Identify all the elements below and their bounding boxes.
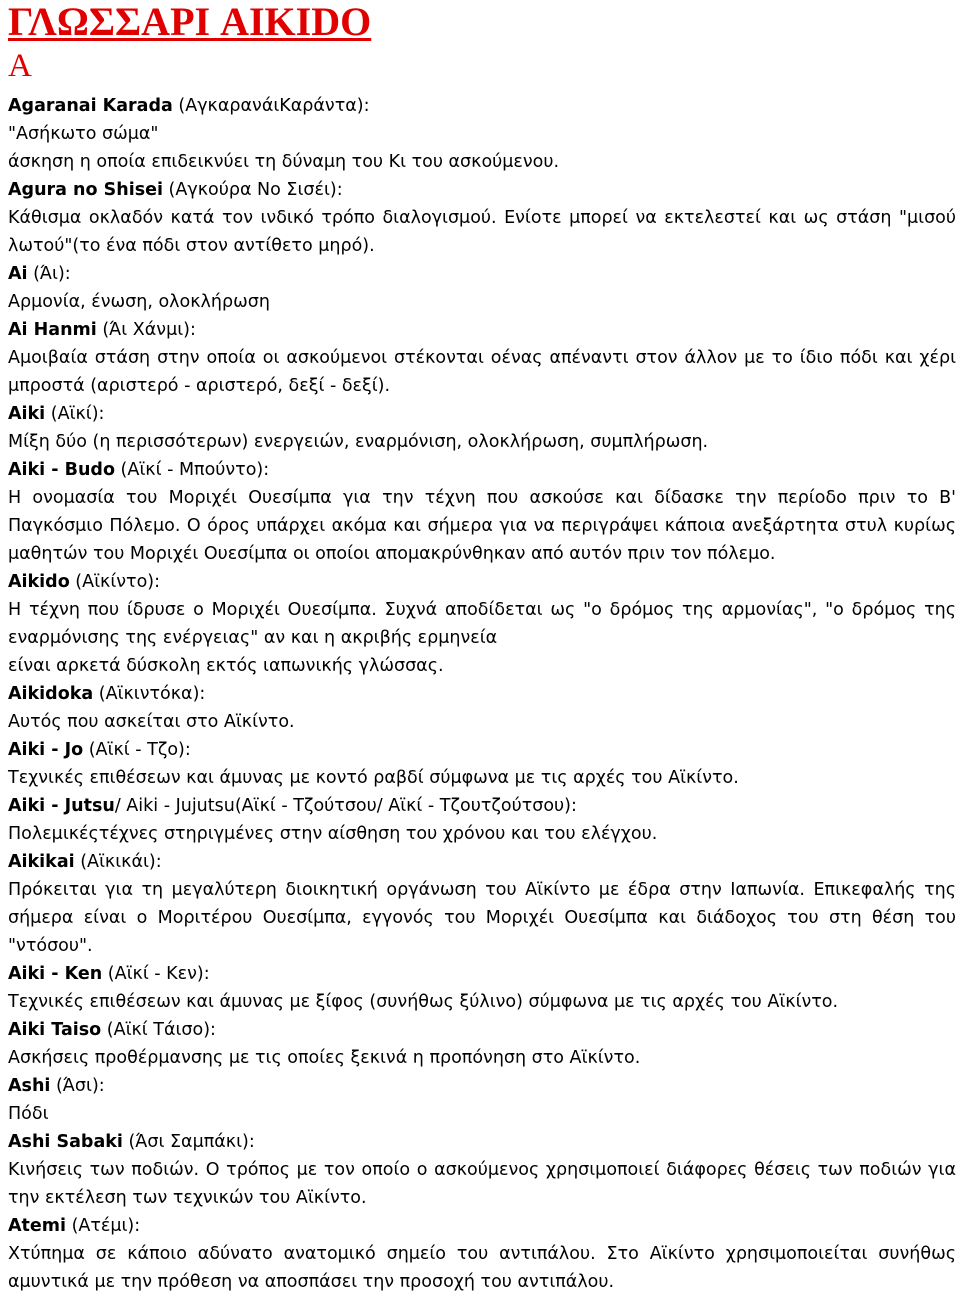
entry-heading <box>8 1072 956 1100</box>
entry-definition: Κάθισμα οκλαδόν κατά τον ινδικό τρόπο διαλογισμού. Ενίοτε μπορεί να εκτελεστεί και ως στάση "μισού λωτού"(το ένα πόδι στον αντίθετο μηρό). <box>8 208 956 256</box>
entry-term: Aiki - Budo <box>8 460 115 480</box>
entry-heading <box>8 792 956 820</box>
glossary-entry <box>8 736 956 792</box>
entry-definition: Η τέχνη που ίδρυσε ο Μοριχέι Ουεσίμπα. Συχνά αποδίδεται ως "ο δρόμος της αρμονίας", "ο δρόμος της εναρμόνισης της ενέργειας" αν και η ακριβής ερμηνεία <box>8 600 956 648</box>
entry-transliteration: (Αϊκίντο): <box>69 572 160 592</box>
entry-term: Ai Hanmi <box>8 320 97 340</box>
entry-heading <box>8 1128 956 1156</box>
glossary-entry <box>8 456 956 568</box>
entry-term: Aiki - Jutsu <box>8 796 115 816</box>
entry-transliteration: (Αϊκί - Τζο): <box>83 740 191 760</box>
glossary-entry <box>8 260 956 316</box>
entry-heading <box>8 736 956 764</box>
entry-transliteration: (Αϊκικάι): <box>74 852 162 872</box>
entry-transliteration: (Αϊκιντόκα): <box>93 684 206 704</box>
entry-term: Aikido <box>8 572 70 592</box>
entry-heading <box>8 848 956 876</box>
entry-transliteration: (Άσι): <box>50 1076 105 1096</box>
entry-heading <box>8 960 956 988</box>
section-letter: A <box>8 48 32 84</box>
glossary-list <box>8 92 956 1296</box>
entry-transliteration: (Αϊκί Τάισο): <box>101 1020 216 1040</box>
entry-transliteration: (Αϊκί - Κεν): <box>102 964 210 984</box>
glossary-entry <box>8 92 956 176</box>
entry-heading <box>8 456 956 484</box>
glossary-entry <box>8 1016 956 1072</box>
entry-transliteration: (Άι Χάνμι): <box>96 320 196 340</box>
entry-definition: Αυτός που ασκείται στο Αϊκίντο. <box>8 712 295 732</box>
entry-definition: Η ονομασία του Μοριχέι Ουεσίμπα για την τέχνη που ασκούσε και δίδασκε την περίοδο πριν το Β' Παγκόσμιο Πόλεμο. Ο όρος υπάρχει ακόμα και σήμερα για να περιγράψει κάποια ανεξάρτητα στυλ κυρίως μαθητών του Μοριχέι Ουεσίμπα οι οποίοι απομακρύνθηκαν από αυτόν πριν τον πόλεμο. <box>8 488 956 564</box>
entry-transliteration: (ΑγκαρανάιΚαράντα): <box>172 96 370 116</box>
entry-definition: Πολεμικέςτέχνες στηριγμένες στην αίσθηση του χρόνου και του ελέγχου. <box>8 824 658 844</box>
entry-heading <box>8 568 956 596</box>
glossary-entry <box>8 792 956 848</box>
entry-heading <box>8 176 956 204</box>
entry-transliteration: (Ατέμι): <box>66 1216 141 1236</box>
document-title: ΓΛΩΣΣΑΡΙ AIKIDO <box>8 0 372 44</box>
entry-definition: άσκηση η οποία επιδεικνύει τη δύναμη του Κι του ασκούμενου. <box>8 152 560 172</box>
entry-transliteration: (Αϊκί - Μπούντο): <box>114 460 270 480</box>
entry-definition: "Ασήκωτο σώμα" <box>8 124 159 144</box>
glossary-entry <box>8 1128 956 1212</box>
entry-transliteration: / Aiki - Jujutsu(Αϊκί - Τζούτσου/ Αϊκί - Τζουτζούτσου): <box>114 796 577 816</box>
entry-term: Ashi Sabaki <box>8 1132 123 1152</box>
entry-heading <box>8 316 956 344</box>
entry-definition: Αμοιβαία στάση στην οποία οι ασκούμενοι στέκονται οένας απέναντι στον άλλον με το ίδιο πόδι και χέρι μπροστά (αριστερό - αριστερό, δεξί - δεξί). <box>8 348 956 396</box>
entry-heading <box>8 680 956 708</box>
entry-term: Aiki <box>8 404 46 424</box>
entry-definition: Τεχνικές επιθέσεων και άμυνας με ξίφος (συνήθως ξύλινο) σύμφωνα με τις αρχές του Αϊκίντο. <box>8 992 839 1012</box>
entry-heading <box>8 1212 956 1240</box>
entry-definition: Αρμονία, ένωση, ολοκλήρωση <box>8 292 270 312</box>
glossary-entry <box>8 848 956 960</box>
entry-definition: Πρόκειται για τη μεγαλύτερη διοικητική οργάνωση του Αϊκίντο με έδρα στην Ιαπωνία. Επικεφαλής της σήμερα είναι ο Μοριτέρου Ουεσίμπα, εγγονός του Μοριχέι Ουεσίμπα και διάδοχος του στη θέση του "ντόσου". <box>8 880 956 956</box>
glossary-entry <box>8 960 956 1016</box>
entry-heading <box>8 400 956 428</box>
glossary-entry <box>8 1212 956 1296</box>
glossary-entry <box>8 680 956 736</box>
entry-term: Aikidoka <box>8 684 94 704</box>
entry-term: Aiki Taiso <box>8 1020 102 1040</box>
glossary-entry <box>8 400 956 456</box>
entry-term: Ai <box>8 264 28 284</box>
entry-transliteration: (Άι): <box>27 264 71 284</box>
entry-definition: Κινήσεις των ποδιών. Ο τρόπος με τον οποίο ο ασκούμενος χρησιμοποιεί διάφορες θέσεις των ποδιών για την εκτέλεση των τεχνικών του Αϊκίντο. <box>8 1160 956 1208</box>
entry-term: Aiki - Jo <box>8 740 84 760</box>
entry-term: Atemi <box>8 1216 67 1236</box>
entry-heading <box>8 1016 956 1044</box>
glossary-entry <box>8 176 956 260</box>
entry-definition: Ασκήσεις προθέρμανσης με τις οποίες ξεκινά η προπόνηση στο Αϊκίντο. <box>8 1048 641 1068</box>
entry-definition: Χτύπημα σε κάποιο αδύνατο ανατομικό σημείο του αντιπάλου. Στο Αϊκίντο χρησιμοποιείται συνήθως αμυντικά με την πρόθεση να αποσπάσει την προσοχή του αντιπάλου. <box>8 1244 956 1292</box>
entry-transliteration: (Άσι Σαμπάκι): <box>122 1132 255 1152</box>
entry-transliteration: (Αϊκί): <box>45 404 105 424</box>
entry-heading <box>8 92 956 120</box>
entry-term: Agaranai Karada <box>8 96 173 116</box>
entry-definition: Πόδι <box>8 1104 49 1124</box>
entry-term: Agura no Shisei <box>8 180 163 200</box>
entry-definition: Μίξη δύο (η περισσότερων) ενεργειών, εναρμόνιση, ολοκλήρωση, συμπλήρωση. <box>8 432 709 452</box>
entry-term: Aikikai <box>8 852 75 872</box>
entry-definition: Τεχνικές επιθέσεων και άμυνας με κοντό ραβδί σύμφωνα με τις αρχές του Αϊκίντο. <box>8 768 739 788</box>
entry-term: Ashi <box>8 1076 51 1096</box>
entry-transliteration: (Αγκούρα Νο Σισέι): <box>162 180 343 200</box>
entry-term: Aiki - Ken <box>8 964 103 984</box>
entry-heading <box>8 260 956 288</box>
glossary-entry <box>8 1072 956 1128</box>
glossary-entry <box>8 316 956 400</box>
entry-definition: είναι αρκετά δύσκολη εκτός ιαπωνικής γλώσσας. <box>8 656 444 676</box>
glossary-entry <box>8 568 956 680</box>
